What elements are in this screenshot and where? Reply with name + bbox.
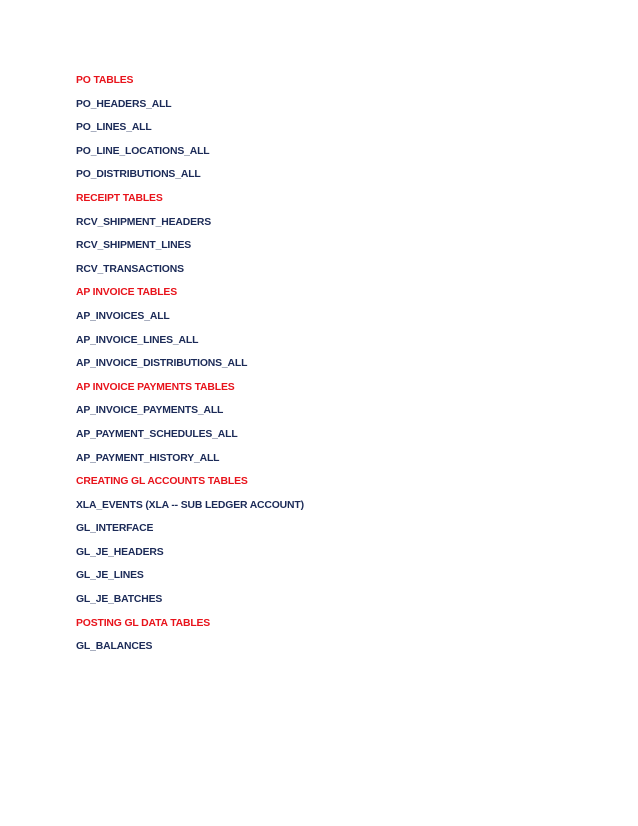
section-heading: AP INVOICE PAYMENTS TABLES <box>76 381 235 393</box>
table-name: GL_JE_HEADERS <box>76 546 164 558</box>
table-list <box>76 74 304 664</box>
table-name: PO_LINES_ALL <box>76 122 152 134</box>
table-name: AP_INVOICE_PAYMENTS_ALL <box>76 405 224 417</box>
table-name: PO_DISTRIBUTIONS_ALL <box>76 169 201 181</box>
table-name: GL_JE_LINES <box>76 570 144 582</box>
table-name: AP_INVOICES_ALL <box>76 310 170 322</box>
section-heading: PO TABLES <box>76 75 134 86</box>
table-name: AP_INVOICE_LINES_ALL <box>76 334 199 346</box>
table-name: AP_INVOICE_DISTRIBUTIONS_ALL <box>76 358 248 370</box>
table-name: GL_BALANCES <box>76 641 153 653</box>
table-name: RCV_SHIPMENT_LINES <box>76 240 192 252</box>
table-name: RCV_TRANSACTIONS <box>76 263 184 275</box>
section-heading: CREATING GL ACCOUNTS TABLES <box>76 476 248 488</box>
table-name: GL_JE_BATCHES <box>76 594 163 606</box>
table-name: GL_INTERFACE <box>76 523 154 535</box>
table-name: PO_LINE_LOCATIONS_ALL <box>76 145 210 157</box>
section-heading: RECEIPT TABLES <box>76 192 163 204</box>
section-heading: POSTING GL DATA TABLES <box>76 617 211 629</box>
section-heading: AP INVOICE TABLES <box>76 287 177 299</box>
table-name: PO_HEADERS_ALL <box>76 98 172 110</box>
table-name: AP_PAYMENT_HISTORY_ALL <box>76 452 220 464</box>
table-name: XLA_EVENTS (XLA -- SUB LEDGER ACCOUNT) <box>76 499 304 511</box>
table-name: AP_PAYMENT_SCHEDULES_ALL <box>76 428 238 440</box>
table-name: RCV_SHIPMENT_HEADERS <box>76 216 211 228</box>
